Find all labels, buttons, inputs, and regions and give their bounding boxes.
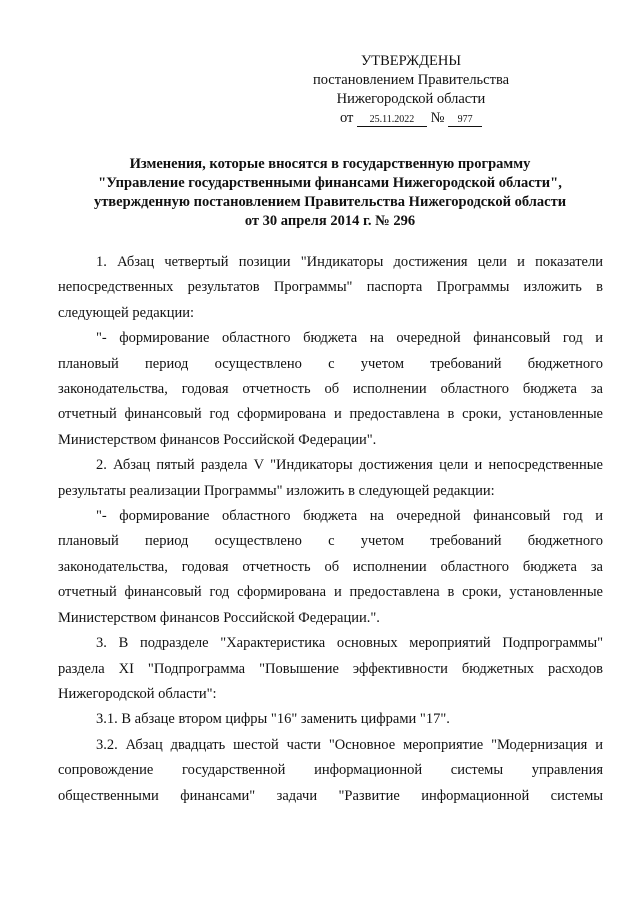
paragraph-line: 3.2. Абзац двадцать шестой части "Основное мероприятие "Модернизация и	[96, 736, 603, 753]
paragraph-line: непосредственных результатов Программы" паспорта Программы изложить в	[58, 279, 603, 296]
paragraph-line: отчетный финансовый год сформирована и предоставлена в сроки, установленные	[58, 584, 603, 601]
paragraph-line: плановый период осуществлено с учетом требований бюджетного	[58, 355, 603, 372]
paragraph-line: Министерством финансов Российской Федерации.".	[58, 609, 380, 626]
paragraph-line: "- формирование областного бюджета на очередной финансовый год и	[96, 330, 603, 347]
paragraph-7	[58, 733, 603, 809]
approval-line-2: постановлением Правительства	[312, 72, 510, 88]
approval-number: 977	[448, 114, 482, 127]
paragraph-line: законодательства, годовая отчетность об исполнении областного бюджета за	[58, 381, 603, 398]
title-line-2: "Управление государственными финансами Нижегородской области",	[98, 175, 562, 191]
paragraph-line: следующей редакции:	[58, 304, 195, 321]
title-line-4: от 30 апреля 2014 г. № 296	[244, 213, 416, 229]
approval-heading: УТВЕРЖДЕНЫ	[360, 53, 462, 69]
document-body	[58, 250, 603, 809]
paragraph-line: 3. В подразделе "Характеристика основных мероприятий Подпрограммы"	[96, 635, 603, 652]
date-from-label: от	[339, 110, 354, 126]
paragraph-5	[58, 631, 603, 707]
paragraph-line: Нижегородской области":	[58, 685, 217, 702]
title-line-1: Изменения, которые вносятся в государственную программу	[129, 156, 531, 172]
paragraph-line: плановый период осуществлено с учетом требований бюджетного	[58, 533, 603, 550]
paragraph-line: результаты реализации Программы" изложить в следующей редакции:	[58, 482, 495, 499]
paragraph-6	[58, 707, 603, 732]
paragraph-2	[58, 326, 603, 453]
paragraph-line: 1. Абзац четвертый позиции "Индикаторы достижения цели и показатели	[96, 254, 603, 270]
paragraph-line: раздела XI "Подпрограмма "Повышение эффективности бюджетных расходов	[58, 660, 603, 677]
paragraph-line: общественными финансами" задачи "Развитие информационной системы	[58, 787, 603, 804]
approval-line-3: Нижегородской области	[336, 91, 486, 107]
number-label: №	[430, 110, 445, 126]
approval-date: 25.11.2022	[357, 114, 427, 127]
paragraph-line: законодательства, годовая отчетность об исполнении областного бюджета за	[58, 558, 603, 575]
paragraph-line: сопровождение государственной информационной системы управления	[58, 762, 603, 779]
paragraph-3	[58, 453, 603, 504]
paragraph-1	[58, 250, 603, 326]
paragraph-line: Министерством финансов Российской Федерации".	[58, 431, 377, 448]
approval-block	[300, 52, 522, 128]
approval-date-line	[300, 109, 522, 128]
paragraph-line: "- формирование областного бюджета на очередной финансовый год и	[96, 508, 603, 525]
document-title	[60, 155, 600, 231]
paragraph-line: 3.1. В абзаце втором цифры "16" заменить цифрами "17".	[96, 711, 450, 728]
paragraph-line: 2. Абзац пятый раздела V "Индикаторы достижения цели и непосредственные	[96, 457, 603, 474]
paragraph-line: отчетный финансовый год сформирована и предоставлена в сроки, установленные	[58, 406, 603, 423]
paragraph-4	[58, 504, 603, 631]
title-line-3: утвержденную постановлением Правительства Нижегородской области	[93, 194, 567, 210]
